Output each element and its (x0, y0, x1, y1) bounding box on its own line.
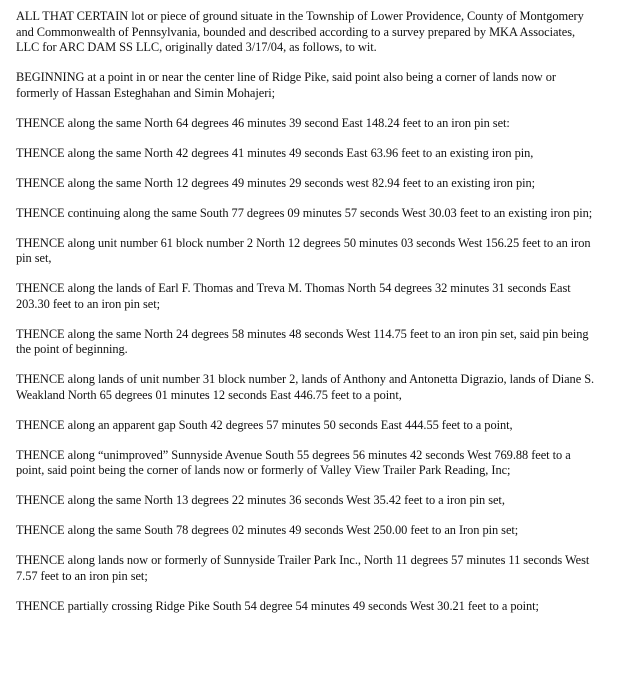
paragraph-thence-4: THENCE continuing along the same South 77 degrees 09 minutes 57 seconds West 30.03 feet to an existing iron pin; (16, 205, 593, 220)
legal-description-document (16, 9, 596, 629)
paragraph-thence-3: THENCE along the same North 12 degrees 49 minutes 29 seconds west 82.94 feet to an existing iron pin; (16, 175, 536, 190)
paragraph-thence-1: THENCE along the same North 64 degrees 46 minutes 39 second East 148.24 feet to an iron pin set: (16, 115, 510, 130)
paragraph-thence-10: THENCE along “unimproved” Sunnyside Avenue South 55 degrees 56 minutes 42 seconds West 769.88 feet to a point, said point being the corner of lands now or formerly of Valley View Trailer Park Reading, Inc; (16, 447, 571, 477)
paragraph-thence-14: THENCE partially crossing Ridge Pike South 54 degree 54 minutes 49 seconds West 30.21 feet to a point; (16, 598, 539, 613)
paragraph-thence-5: THENCE along unit number 61 block number 2 North 12 degrees 50 minutes 03 seconds West 156.25 feet to an iron pin set, (16, 235, 591, 265)
paragraph-thence-12: THENCE along the same South 78 degrees 02 minutes 49 seconds West 250.00 feet to an Iron pin set; (16, 523, 519, 537)
paragraph-thence-7: THENCE along the same North 24 degrees 58 minutes 48 seconds West 114.75 feet to an iron pin set, said pin being the point of beginning. (16, 326, 589, 356)
paragraph-intro: ALL THAT CERTAIN lot or piece of ground situate in the Township of Lower Providence, County of Montgomery and Commonwealth of Pennsylvania, bounded and described according to a survey prepared by MKA Associates, LLC for ARC DAM SS LLC, originally dated 3/17/04, as follows, to wit. (16, 9, 584, 54)
paragraph-beginning: BEGINNING at a point in or near the center line of Ridge Pike, said point also being a corner of lands now or formerly of Hassan Esteghahan and Simin Mohajeri; (16, 70, 556, 100)
paragraph-thence-2: THENCE along the same North 42 degrees 41 minutes 49 seconds East 63.96 feet to an existing iron pin, (16, 145, 534, 160)
paragraph-thence-13: THENCE along lands now or formerly of Sunnyside Trailer Park Inc., North 11 degrees 57 minutes 11 seconds West 7.57 feet to an iron pin set; (16, 553, 590, 583)
paragraph-thence-6: THENCE along the lands of Earl F. Thomas and Treva M. Thomas North 54 degrees 32 minutes 31 seconds East 203.30 feet to an iron pin set; (16, 281, 571, 311)
paragraph-thence-8: THENCE along lands of unit number 31 block number 2, lands of Anthony and Antonetta Digrazio, lands of Diane S. Weakland North 65 degrees 01 minutes 12 seconds East 446.75 feet to a point, (16, 372, 595, 402)
paragraph-thence-11: THENCE along the same North 13 degrees 22 minutes 36 seconds West 35.42 feet to a iron pin set, (16, 493, 505, 507)
paragraph-thence-9: THENCE along an apparent gap South 42 degrees 57 minutes 50 seconds East 444.55 feet to a point, (16, 417, 513, 432)
